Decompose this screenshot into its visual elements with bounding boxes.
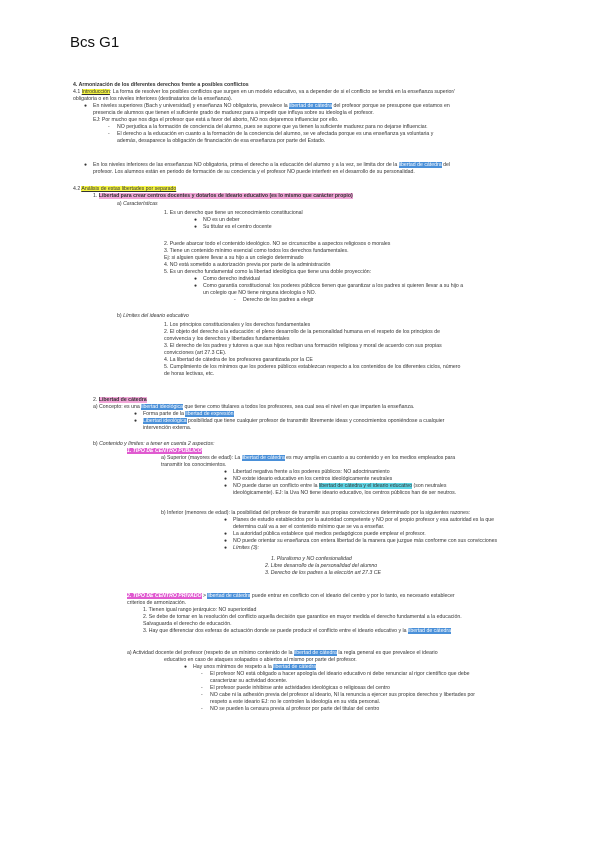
bullet-dot: ● — [194, 276, 198, 282]
text-line — [164, 241, 390, 247]
text-line — [143, 425, 191, 431]
highlighted-text: libertad de cátedra — [408, 628, 451, 634]
text-line — [164, 329, 440, 335]
text-span: educativo en caso de ataques solapados o abiertos al mismo por parte del profesor. — [164, 657, 357, 663]
text-line — [233, 531, 426, 537]
text-line — [161, 462, 226, 468]
text-line — [233, 476, 392, 482]
highlighted-text: 2. TIPO DE CENTRO PRIVADO — [127, 593, 202, 599]
text-span: 2. Libre desarrollo de la personalidad del alumno — [265, 563, 378, 569]
text-line — [243, 297, 314, 303]
text-line — [233, 538, 497, 544]
text-span: NO existe ideario educativo en los centros ideológicamente neutrales — [233, 476, 393, 482]
text-line — [210, 692, 475, 698]
text-span: a) Concepto: es una — [93, 404, 142, 410]
text-span: a) Superior (mayores de edad): La — [161, 455, 242, 461]
bullet-dash: - — [201, 706, 203, 712]
highlighted-text: Libertad ideológica — [143, 418, 187, 424]
text-line — [203, 290, 316, 296]
text-span: El derecho a la educación en cuanto a la formación de la conciencia del alumno, se ve afectada porque es una enseñanza ya voluntaria y — [117, 131, 434, 137]
bullet-dot: ● — [224, 545, 228, 551]
text-span: profesor. Los alumnos están en periodo de formación de su conciencia y el profesor NO puede interferir en el desarrollo de su personalidad. — [93, 169, 415, 175]
text-line — [73, 186, 176, 192]
text-line — [93, 169, 415, 175]
text-span: 1. — [93, 193, 99, 199]
text-line — [127, 593, 455, 599]
text-span: NO puede orientar su enseñanza con entera libertad de la manera que juzgue más conforme con sus convicciones — [233, 538, 498, 544]
text-line — [143, 628, 451, 634]
text-span: 1. Tienen igual rango jerárquico: NO superioridad — [143, 607, 257, 613]
text-line — [233, 545, 259, 551]
text-line — [93, 103, 450, 109]
text-span: es muy amplia en cuanto a su contenido y en los medios empleados para — [284, 455, 456, 461]
text-line — [203, 283, 463, 289]
text-span: El profesor puede inhibirse ante actividades ideológicas o religiosas del centro — [210, 685, 390, 691]
highlighted-text: libertad de cátedra — [273, 664, 317, 670]
text-line — [164, 357, 313, 363]
text-line — [210, 699, 380, 705]
text-line — [143, 614, 462, 620]
text-span: Límites del ideario educativo — [123, 313, 189, 319]
text-line — [193, 664, 316, 670]
highlighted-text: libertad de cátedra — [289, 103, 333, 109]
text-span: Libertad negativa frente a los poderes públicos: NO adoctrinamiento — [233, 469, 390, 475]
text-line — [233, 483, 446, 489]
bullet-dot: ● — [224, 469, 228, 475]
text-span: 4.2 — [73, 186, 82, 192]
text-span: además, desaparece la obligación de financiación de esa enseñanza por parte del Estado. — [117, 138, 326, 144]
highlighted-text: libertad de cátedra y el ideario educativo — [318, 483, 413, 489]
highlighted-text: Análisis de estas libertades por separado — [81, 186, 177, 192]
highlighted-text: libertad de cátedra — [398, 162, 442, 168]
text-span: posibilidad que tiene cualquier profesor de transmitir libremente ideas y conocimientos oponiéndose a cualquier — [186, 418, 445, 424]
text-line — [117, 313, 189, 319]
bullet-dash: - — [234, 297, 236, 303]
text-span: Hay unos mínimos de respeto a la — [193, 664, 274, 670]
text-span: obligatoria o en los niveles inferiores (destinatarios de la enseñanza). — [73, 96, 233, 102]
text-span: 3. Hay que diferenciar dos esferas de actuación donde se puede producir el conflicto entre el ideario educativo y la — [143, 628, 409, 634]
highlighted-text: libertad de expresión — [185, 411, 234, 417]
text-span: puede entrar en conflicto con el ideario del centro y por lo tanto, es necesario establecer — [250, 593, 455, 599]
text-span: Planes de estudio establecidos por la autoridad competente y NO por el propio profesor y esa autoridad es la que — [233, 517, 494, 523]
text-span: 2. — [93, 397, 99, 403]
text-span: convicciones (art 27.3 CE). — [164, 350, 227, 356]
page-title: Bcs G1 — [70, 34, 120, 51]
bullet-dash: - — [108, 124, 110, 130]
text-line — [203, 224, 272, 230]
text-span: 1. Pluralismo y NO confesionalidad — [271, 556, 352, 562]
bullet-dot: ● — [224, 483, 228, 489]
text-line — [210, 685, 390, 691]
text-line — [73, 82, 249, 88]
text-span: > — [201, 593, 208, 599]
bullet-dash: - — [201, 685, 203, 691]
text-span: Contenido y límites: a tener en cuenta 2 aspectos: — [99, 441, 215, 447]
text-line — [117, 124, 428, 130]
text-span: Como garantía constitucional: los poderes públicos tienen que garantizar a los padres si quieren llevar a su hijo a — [203, 283, 464, 289]
bullet-dash: - — [201, 692, 203, 698]
bullet-dash: - — [108, 131, 110, 137]
text-line — [93, 404, 414, 410]
highlighted-text: Libertad de cátedra — [98, 397, 147, 403]
text-line — [164, 657, 357, 663]
text-span: NO se pueden la censura previa al profesor por parte del titular del centro — [210, 706, 380, 712]
text-span: b) — [93, 441, 100, 447]
text-span: Límites (3): — [233, 545, 259, 551]
text-line — [164, 269, 371, 275]
text-line — [127, 600, 186, 606]
text-line — [73, 89, 455, 95]
highlighted-text: libertad de cátedra — [293, 650, 337, 656]
text-line — [164, 364, 460, 370]
text-line — [117, 131, 433, 137]
text-span: del — [441, 162, 451, 168]
text-span: 2. Puede abarcar todo el contenido ideológico. NO se circunscribe a aspectos religiosos o morales — [164, 241, 391, 247]
text-span: Forma parte de la — [143, 411, 186, 417]
text-span: 3. El derecho de los padres y tutores a que sus hijos reciban una formación religiosa y moral de acuerdo con sus propias — [164, 343, 442, 349]
text-line — [161, 510, 470, 516]
text-span: 5. Cumplimiento de los mínimos que los poderes públicos establezcan respecto a los contenidos de los diferentes ciclos, número — [164, 364, 461, 370]
text-span: convivencia y los derechos y libertades fundamentales — [164, 336, 290, 342]
text-line — [210, 678, 287, 684]
text-line — [203, 276, 260, 282]
text-span: En niveles superiores (Bach y universidad) y enseñanza NO obligatoria, prevalece la — [93, 103, 290, 109]
text-span: 4. NO está sometido a autorización previa por parte de la administración — [164, 262, 331, 268]
text-line — [233, 469, 390, 475]
text-span: NO perjudica a la formación de conciencia del alumno, pues se supone que ya tienen la suficiente madurez para no dejarse influenciar. — [117, 124, 428, 130]
bullet-dot: ● — [224, 531, 228, 537]
text-span: Ej: si alguien quiere llevar a su hijo a un colegio determinado — [164, 255, 304, 261]
bullet-dot: ● — [84, 103, 88, 109]
text-span: determina cuál va a ser el contenido mínimo que se va a enseñar. — [233, 524, 385, 530]
text-line — [164, 210, 303, 216]
text-line — [210, 671, 470, 677]
highlighted-text: libertad de cátedra — [241, 455, 285, 461]
text-span: Derecho de los padres a elegir — [243, 297, 314, 303]
text-span: 1. Es un derecho que tiene un reconocimiento constitucional — [164, 210, 303, 216]
text-span: NO puede darse un conflicto entre la — [233, 483, 319, 489]
text-span: b) Inferior (menores de edad): la posibilidad del profesor de transmitir sus propias convicciones determinado por la siguientes razones: — [161, 510, 471, 516]
text-line — [164, 248, 349, 254]
text-span: 4. La libertad de cátedra de los profesores garantizada por la CE — [164, 357, 313, 363]
bullet-dot: ● — [224, 517, 228, 523]
bullet-dot: ● — [184, 664, 188, 670]
text-span: la regla general es que prevalece el ideario — [336, 650, 438, 656]
text-line — [93, 110, 374, 116]
text-line — [265, 563, 377, 569]
text-span: En los niveles inferiores de las enseñanzas NO obligatoria, prima el derecho a la educación del alumno y a la vez, se limita dor de la — [93, 162, 399, 168]
bullet-dash: - — [201, 671, 203, 677]
text-line — [127, 650, 438, 656]
text-span: 2. Se debe de tomar en la resolución del conflicto aquella decisión que garantice en mayor medida el derecho fundamental a la educación. — [143, 614, 462, 620]
text-span: un colegio que NO tiene ninguna ideología o NO. — [203, 290, 317, 296]
text-span: transmitir los conocimientos. — [161, 462, 227, 468]
text-span: 4.1 — [73, 89, 82, 95]
text-line — [164, 322, 310, 328]
text-line — [143, 621, 232, 627]
text-line — [164, 343, 442, 349]
text-span: de horas lectivas, etc. — [164, 371, 215, 377]
bullet-dot: ● — [224, 476, 228, 482]
text-span: La autoridad pública establece qué medios pedagógicos puede emplear el profesor. — [233, 531, 426, 537]
text-span: a) Actividad docente del profesor (respeto de un mínimo contenido de la — [127, 650, 294, 656]
text-span: 5. Es un derecho fundamental como la libertad ideológica que tiene una doble proyección: — [164, 269, 372, 275]
text-span: 3. Tiene un contenido mínimo esencial como todos los derechos fundamentales. — [164, 248, 349, 254]
highlighted-text: libertad ideológica — [141, 404, 183, 410]
text-span: 1. Los principios constitucionales y los derechos fundamentales — [164, 322, 311, 328]
text-line — [93, 441, 214, 447]
text-span: criterios de armonización. — [127, 600, 187, 606]
text-line — [143, 411, 234, 417]
text-span: b) — [117, 313, 124, 319]
bullet-dot: ● — [224, 538, 228, 544]
text-line — [93, 193, 353, 199]
bullet-dot: ● — [134, 411, 138, 417]
text-line — [93, 397, 147, 403]
text-span: intervención externa. — [143, 425, 192, 431]
text-span: 4. Armonización de los diferentes derechos frente a posibles conflictos — [73, 82, 249, 88]
text-span: EJ: Por mucho que nos diga el profesor que está a favor del aborto, NO nos dejaremos influenciar por ello. — [93, 117, 339, 123]
text-line — [233, 524, 384, 530]
bullet-dot: ● — [194, 283, 198, 289]
text-span: presencia de alumnos que tienen el suficiente grado de madurez para a impedir que influya sobre su ideología el profesor. — [93, 110, 374, 116]
text-line — [210, 706, 379, 712]
text-line — [73, 96, 232, 102]
bullet-dot: ● — [84, 162, 88, 168]
highlighted-text: Libertad para crear centros docentes y dotarlos de ideario educativo (es lo mismo que carácter propio) — [98, 193, 353, 199]
highlighted-text: Introducción — [81, 89, 110, 95]
text-span: que tiene como titulares a todos los profesores, sea cual sea el nivel en que imparten la enseñanza. — [183, 404, 415, 410]
text-span: 3. Derecho de los padres a la elección art 27.3 CE — [265, 570, 381, 576]
highlighted-text: libertad de cátedra — [207, 593, 251, 599]
text-span: respeto a este ideario EJ: no le controlen la ideología en su vida personal. — [210, 699, 381, 705]
text-line — [117, 201, 158, 207]
text-span: El profesor NO está obligado a hacer apología del ideario educativo ni debe renunciar al rigor científico que debe — [210, 671, 470, 677]
bullet-dot: ● — [134, 418, 138, 424]
text-line — [127, 448, 202, 454]
text-span: caracterizar su actividad docente. — [210, 678, 288, 684]
text-line — [93, 117, 338, 123]
text-line — [164, 336, 289, 342]
bullet-dot: ● — [194, 224, 198, 230]
text-line — [164, 262, 330, 268]
text-line — [203, 217, 240, 223]
text-line — [164, 350, 226, 356]
text-line — [265, 570, 381, 576]
highlighted-text: 1. TIPO DE CENTRO PÚBLICO — [127, 448, 202, 454]
text-span: : La forma de resolver los posibles conflictos que surgen en un modelo educativo, va a depender de si el conflicto se tendrá en la enseñanza superior/ — [109, 89, 455, 95]
text-line — [164, 371, 214, 377]
text-span: ideológicamente). EJ: la Uva NO tiene ideario educativo, los centros públicos han de ser neutros. — [233, 490, 457, 496]
text-span: NO es un deber — [203, 217, 240, 223]
text-line — [143, 418, 444, 424]
text-span: 2. El objeto del derecho a la educación: el pleno desarrollo de la personalidad humana en el respeto de los principios de — [164, 329, 440, 335]
text-span: a) — [117, 201, 124, 207]
text-span: (son neutrales — [412, 483, 447, 489]
text-span: NO cabe ni la adhesión previa del profesor al ideario, NI la renuncia a ejercer sus propios derechos y libertades por — [210, 692, 475, 698]
text-line — [233, 490, 456, 496]
bullet-dot: ● — [194, 217, 198, 223]
text-span: del profesor porque se presupone que estamos en — [332, 103, 450, 109]
text-span: Su titular es el centro docente — [203, 224, 272, 230]
text-line — [164, 255, 304, 261]
text-span: Salvaguarda el derecho de educación. — [143, 621, 232, 627]
text-line — [161, 455, 455, 461]
text-line — [271, 556, 352, 562]
text-line — [93, 162, 450, 168]
text-line — [117, 138, 325, 144]
text-line — [143, 607, 256, 613]
text-span: Características — [123, 201, 158, 207]
text-span: Como derecho individual — [203, 276, 261, 282]
text-line — [233, 517, 494, 523]
